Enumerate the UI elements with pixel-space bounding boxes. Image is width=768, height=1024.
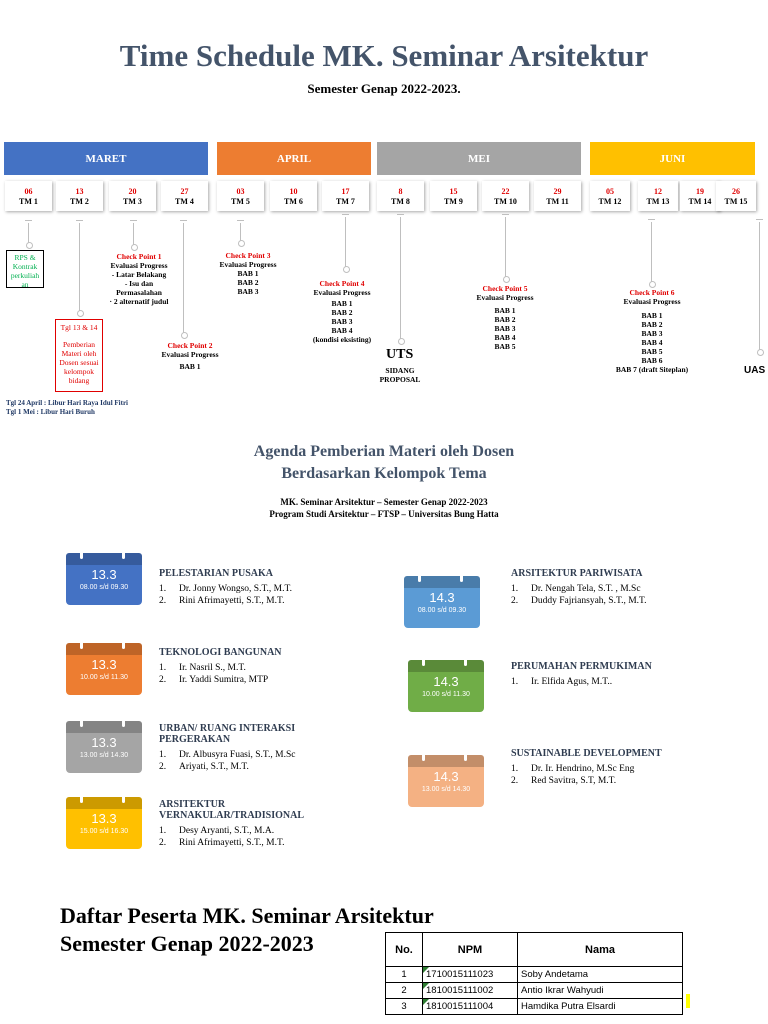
checkpoint-1-subtitle: Evaluasi Progress bbox=[110, 261, 168, 270]
agenda-title-2: Berdasarkan Kelompok Tema bbox=[281, 465, 487, 482]
row-no: 2 bbox=[386, 983, 423, 999]
table-row bbox=[386, 999, 683, 1015]
connector-tm10 bbox=[505, 217, 506, 277]
lecturer-item: 1. Ir. Nasril S., M.T. bbox=[159, 663, 246, 673]
header-no: No. bbox=[386, 933, 423, 967]
week-date: 17 bbox=[341, 187, 350, 196]
theme-title: SUSTAINABLE DEVELOPMENT bbox=[511, 748, 662, 759]
week-box-tm9 bbox=[430, 181, 477, 211]
calendar-date: 13.3 bbox=[91, 735, 117, 750]
theme-group bbox=[511, 568, 721, 607]
lecturer-item: 1. Ir. Elfida Agus, M.T.. bbox=[511, 677, 613, 687]
week-box-tm7 bbox=[322, 181, 369, 211]
calendar-date: 13.3 bbox=[91, 567, 117, 582]
week-tm: TM 15 bbox=[724, 197, 748, 206]
week-date: 03 bbox=[236, 187, 245, 196]
week-date: 13 bbox=[75, 187, 84, 196]
theme-title: ARSITEKTUR PARIWISATA bbox=[511, 568, 643, 579]
row-nama: Soby Andetama bbox=[518, 967, 683, 983]
row-npm: 1810015111002 bbox=[423, 983, 518, 999]
week-tm: TM 11 bbox=[546, 197, 569, 206]
week-box-tm11 bbox=[534, 181, 581, 211]
connector-tm2 bbox=[79, 223, 80, 311]
note-tgl-13-14 bbox=[55, 319, 103, 392]
table-row bbox=[386, 967, 683, 983]
week-tm: TM 4 bbox=[175, 197, 194, 206]
week-tm: TM 9 bbox=[444, 197, 463, 206]
week-date: 20 bbox=[128, 187, 137, 196]
week-box-tm1 bbox=[5, 181, 52, 211]
checkpoint-6-subtitle: Evaluasi Progress bbox=[623, 297, 681, 306]
uts-label: UTS bbox=[386, 347, 414, 362]
checkpoint-4-babs: BAB 1 BAB 2 BAB 3 BAB 4 (kondisi eksisting) bbox=[312, 299, 372, 344]
connector-tm5 bbox=[240, 223, 241, 241]
theme-group bbox=[159, 647, 329, 686]
week-date: 06 bbox=[24, 187, 33, 196]
week-box-tm3 bbox=[109, 181, 156, 211]
lecturer-item: 2. Duddy Fajriansyah, S.T., M.T. bbox=[511, 596, 647, 606]
participants-title-2: Semester Genap 2022-2023 bbox=[60, 931, 314, 956]
checkpoint-1-title: Check Point 1 bbox=[116, 252, 162, 261]
calendar-date: 14.3 bbox=[429, 590, 455, 605]
connector-tm8 bbox=[400, 217, 401, 339]
participants-table bbox=[385, 932, 683, 1015]
week-tm: TM 12 bbox=[598, 197, 622, 206]
calendar-time: 10.00 s/d 11.30 bbox=[80, 674, 128, 681]
week-tm: TM 14 bbox=[688, 197, 712, 206]
lecturer-item: 1. Dr. Nengah Tela, S.T. , M.Sc bbox=[511, 584, 641, 594]
checkpoint-6-title: Check Point 6 bbox=[629, 288, 675, 297]
checkpoint-2-bab: BAB 1 bbox=[179, 362, 201, 371]
lecturer-item: 1. Dr. Albusyra Fuasi, S.T., M.Sc bbox=[159, 750, 296, 760]
holiday-notes bbox=[6, 399, 128, 417]
calendar-time: 08.00 s/d 09.30 bbox=[79, 584, 129, 591]
calendar-icon bbox=[408, 660, 484, 712]
week-date: 22 bbox=[501, 187, 510, 196]
calendar-date: 14.3 bbox=[433, 769, 459, 784]
connector-tm3 bbox=[133, 223, 134, 245]
lecturer-item: 2. Rini Afrimayetti, S.T., M.T. bbox=[159, 838, 285, 848]
week-box-tm6 bbox=[270, 181, 317, 211]
week-box-tm10 bbox=[482, 181, 529, 211]
week-date: 10 bbox=[289, 187, 298, 196]
calendar-time: 13.00 s/d 14.30 bbox=[79, 752, 129, 759]
checkpoint-1-item-2: - Isu dan Permasalahan bbox=[116, 279, 162, 297]
week-tm: TM 8 bbox=[391, 197, 410, 206]
connector-tm15 bbox=[759, 222, 760, 350]
checkpoint-3 bbox=[212, 251, 284, 296]
lecturer-item: 1. Dr. Ir. Hendrino, M.Sc Eng bbox=[511, 764, 635, 774]
week-box-tm13 bbox=[638, 181, 678, 211]
week-date: 12 bbox=[654, 187, 662, 196]
calendar-time: 13.00 s/d 14.30 bbox=[421, 786, 471, 793]
checkpoint-4-title: Check Point 4 bbox=[319, 279, 365, 288]
lecturer-item: 1. Desy Aryanti, S.T., M.A. bbox=[159, 826, 275, 836]
checkpoint-2-title: Check Point 2 bbox=[167, 341, 213, 350]
connector-tm13 bbox=[651, 222, 652, 282]
theme-title: TEKNOLOGI BANGUNAN bbox=[159, 647, 282, 658]
week-tm: TM 5 bbox=[231, 197, 250, 206]
holiday-note-2: Tgl 1 Mei : Libur Hari Buruh bbox=[6, 408, 95, 416]
table-header-row bbox=[386, 933, 683, 967]
checkpoint-1-item-3: 2 alternatif judul bbox=[113, 297, 169, 306]
week-box-tm14 bbox=[680, 181, 720, 211]
calendar-icon bbox=[66, 721, 142, 773]
calendar-icon bbox=[408, 755, 484, 807]
theme-title: URBAN/ RUANG INTERAKSI PERGERAKAN bbox=[159, 723, 296, 745]
week-date: 29 bbox=[553, 187, 562, 196]
theme-title: ARSITEKTUR VERNAKULAR/TRADISIONAL bbox=[159, 799, 305, 821]
week-tm: TM 1 bbox=[19, 197, 38, 206]
uts-subtitle: SIDANG PROPOSAL bbox=[379, 366, 421, 384]
participants-title-1: Daftar Peserta MK. Seminar Arsitektur bbox=[60, 903, 434, 928]
page-subtitle: Semester Genap 2022-2023. bbox=[307, 81, 461, 96]
week-box-tm5 bbox=[217, 181, 264, 211]
calendar-icon bbox=[66, 643, 142, 695]
connector-tm1 bbox=[28, 223, 29, 243]
checkpoint-1-item-1: Latar Belakang bbox=[116, 270, 167, 279]
row-no: 1 bbox=[386, 967, 423, 983]
checkpoint-5-subtitle: Evaluasi Progress bbox=[476, 293, 534, 302]
theme-group bbox=[159, 568, 329, 607]
connector-tm7 bbox=[345, 217, 346, 267]
checkpoint-5-babs: BAB 1 BAB 2 BAB 3 BAB 4 BAB 5 bbox=[494, 306, 516, 351]
lecturer-item: 2. Ir. Yaddi Sumitra, MTP bbox=[159, 675, 269, 685]
cell-highlight bbox=[686, 994, 690, 1008]
uas-label: UAS bbox=[744, 365, 766, 376]
row-npm: 1710015111023 bbox=[423, 967, 518, 983]
theme-group bbox=[159, 723, 329, 773]
page-title: Time Schedule MK. Seminar Arsitektur bbox=[119, 38, 649, 73]
month-bar-maret: MARET bbox=[4, 142, 208, 175]
agenda-title-1: Agenda Pemberian Materi oleh Dosen bbox=[253, 443, 515, 460]
holiday-note-1: Tgl 24 April : Libur Hari Raya Idul Fitri bbox=[6, 399, 128, 407]
calendar-date: 13.3 bbox=[91, 811, 117, 826]
checkpoint-4 bbox=[302, 279, 382, 344]
week-box-tm2 bbox=[56, 181, 103, 211]
week-date: 05 bbox=[606, 187, 614, 196]
week-tm: TM 3 bbox=[123, 197, 142, 206]
header-npm: NPM bbox=[423, 933, 518, 967]
calendar-time: 15.00 s/d 16.30 bbox=[79, 828, 129, 835]
checkpoint-3-title: Check Point 3 bbox=[225, 251, 271, 260]
note-rps: RPS & Kontrak perkuliah an bbox=[6, 250, 44, 288]
week-date: 15 bbox=[449, 187, 458, 196]
row-no: 3 bbox=[386, 999, 423, 1015]
week-box-tm8 bbox=[377, 181, 424, 211]
checkpoint-3-subtitle: Evaluasi Progress bbox=[219, 260, 277, 269]
week-date: 27 bbox=[180, 187, 189, 196]
participants-title bbox=[60, 902, 434, 958]
week-date: 26 bbox=[732, 187, 740, 196]
checkpoint-6 bbox=[606, 288, 698, 374]
theme-title: PELESTARIAN PUSAKA bbox=[159, 568, 273, 579]
row-npm: 1810015111004 bbox=[423, 999, 518, 1015]
calendar-icon bbox=[66, 797, 142, 849]
checkpoint-2-subtitle: Evaluasi Progress bbox=[161, 350, 219, 359]
lecturer-item: 2. Red Savitra, S.T, M.T. bbox=[511, 776, 617, 786]
checkpoint-3-babs: BAB 1 BAB 2 BAB 3 bbox=[237, 269, 259, 296]
calendar-icon bbox=[404, 576, 480, 628]
week-tm: TM 6 bbox=[284, 197, 303, 206]
checkpoint-6-babs: BAB 1 BAB 2 BAB 3 BAB 4 BAB 5 BAB 6 BAB 7 (draft Siteplan) bbox=[615, 311, 689, 374]
note-tgl-13-14-date: Tgl 13 & 14 bbox=[60, 323, 98, 332]
connector-tm4 bbox=[183, 223, 184, 333]
checkpoint-1: Check Point 1 Evaluasi Progress - Latar Belakang - Isu dan Permasalahan · 2 alternatif judul bbox=[103, 252, 175, 306]
theme-group bbox=[511, 661, 721, 688]
calendar-date: 13.3 bbox=[91, 657, 117, 672]
week-tm: TM 7 bbox=[336, 197, 355, 206]
table-row bbox=[386, 983, 683, 999]
lecturer-item: 2. Ariyati, S.T., M.T. bbox=[159, 762, 249, 772]
month-bar-april: APRIL bbox=[217, 142, 371, 175]
month-bar-mei: MEI bbox=[377, 142, 581, 175]
row-nama: Antio Ikrar Wahyudi bbox=[518, 983, 683, 999]
checkpoint-2 bbox=[155, 341, 225, 371]
lecturer-item: 1. Dr. Jonny Wongso, S.T., M.T. bbox=[159, 584, 292, 594]
week-date: 19 bbox=[696, 187, 704, 196]
checkpoint-5 bbox=[468, 284, 542, 351]
week-box-tm15 bbox=[716, 181, 756, 211]
row-nama: Hamdika Putra Elsardi bbox=[518, 999, 683, 1015]
week-box-tm12 bbox=[590, 181, 630, 211]
month-bar-juni: JUNI bbox=[590, 142, 755, 175]
calendar-time: 08.00 s/d 09.30 bbox=[417, 607, 467, 614]
note-tgl-13-14-desc: Pemberian Materi oleh Dosen sesuai kelompok bidang bbox=[59, 340, 99, 385]
week-tm: TM 2 bbox=[70, 197, 89, 206]
theme-title: PERUMAHAN PERMUKIMAN bbox=[511, 661, 652, 672]
week-tm: TM 13 bbox=[646, 197, 670, 206]
theme-group bbox=[511, 748, 721, 787]
week-date: 8 bbox=[398, 187, 403, 196]
header-nama: Nama bbox=[518, 933, 683, 967]
week-tm: TM 10 bbox=[494, 197, 517, 206]
checkpoint-4-subtitle: Evaluasi Progress bbox=[313, 288, 371, 297]
checkpoint-5-title: Check Point 5 bbox=[482, 284, 528, 293]
calendar-icon bbox=[66, 553, 142, 605]
lecturer-item: 2. Rini Afrimayetti, S.T., M.T. bbox=[159, 596, 285, 606]
agenda-subtitle-2: Program Studi Arsitektur – FTSP – Universitas Bung Hatta bbox=[269, 509, 499, 519]
calendar-time: 10.00 s/d 11.30 bbox=[422, 691, 470, 698]
week-box-tm4 bbox=[161, 181, 208, 211]
agenda-subtitle-1: MK. Seminar Arsitektur – Semester Genap 2022-2023 bbox=[280, 497, 488, 507]
calendar-date: 14.3 bbox=[433, 674, 459, 689]
theme-group bbox=[159, 799, 329, 849]
